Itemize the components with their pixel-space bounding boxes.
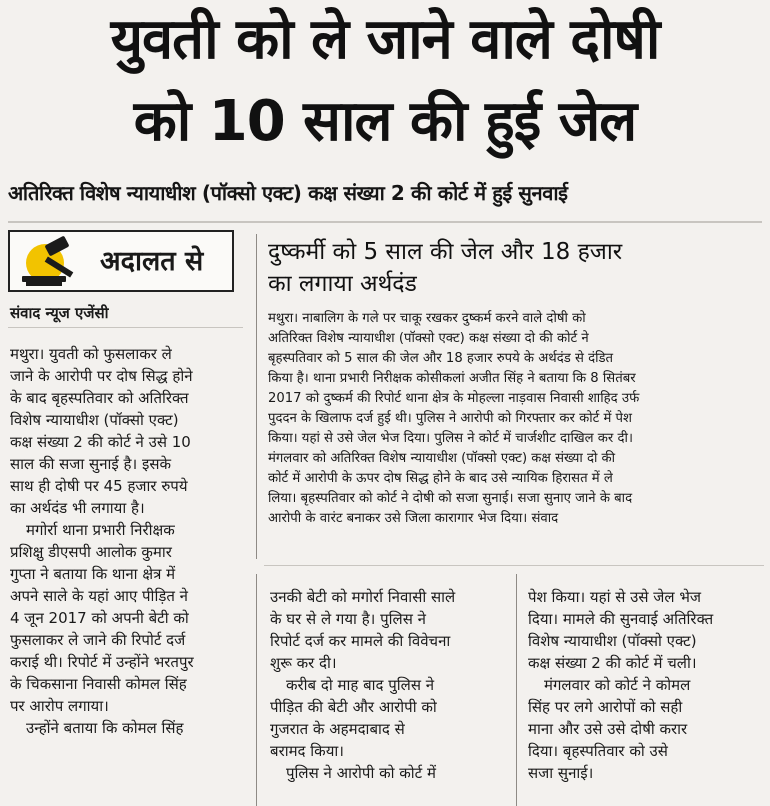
byline-divider xyxy=(8,327,243,328)
text-line: मंगलवार को कोर्ट ने कोमल xyxy=(544,676,691,694)
text-line: कक्ष संख्या 2 की कोर्ट ने उसे 10 xyxy=(10,433,191,451)
article-column-1 xyxy=(10,343,248,739)
text-line: पर आरोप लगाया। xyxy=(10,697,109,715)
divider xyxy=(8,221,762,223)
text-line: 2017 को दुष्कर्म की रिपोर्ट थाना क्षेत्र के मोहल्ला नाड़वास निवासी शाहिद उर्फ xyxy=(268,391,640,406)
gavel-icon xyxy=(16,234,106,290)
text-line: गुजरात के अहमदाबाद से xyxy=(270,720,405,738)
text-line: किया है। थाना प्रभारी निरीक्षक कोसीकलां अजीत सिंह ने बताया कि 8 सितंबर xyxy=(268,371,636,386)
sidebar-headline xyxy=(268,236,758,300)
text-line: साल की सजा सुनाई है। इसके xyxy=(10,455,171,473)
text-line: के चिकसाना निवासी कोमल सिंह xyxy=(10,675,187,693)
section-logo xyxy=(8,230,234,292)
text-line: पुलिस ने आरोपी को कोर्ट में xyxy=(286,764,436,782)
byline: संवाद न्यूज एजेंसी xyxy=(10,304,109,322)
text-line: जाने के आरोपी पर दोष सिद्ध होने xyxy=(10,367,193,385)
text-line: पुददन के खिलाफ दर्ज हुई थी। पुलिस ने आरोपी को गिरफ्तार कर कोर्ट में पेश xyxy=(268,411,633,426)
text-line: किया। यहां से उसे जेल भेज दिया। पुलिस ने कोर्ट में चार्जशीट दाखिल कर दी। xyxy=(268,431,633,446)
text-line: अतिरिक्त विशेष न्यायाधीश (पॉक्सो एक्ट) कक्ष संख्या दो की कोर्ट ने xyxy=(268,331,589,346)
text-line: दिया। मामले की सुनवाई अतिरिक्त xyxy=(528,610,714,628)
text-line: मथुरा। युवती को फुसलाकर ले xyxy=(10,345,172,363)
text-line: बरामद किया। xyxy=(270,742,344,760)
text-line: मगोर्रा थाना प्रभारी निरीक्षक xyxy=(26,521,175,539)
article-column-3 xyxy=(528,586,764,784)
text-line: के घर से ले गया है। पुलिस ने xyxy=(270,610,426,628)
text-line: का अर्थदंड भी लगाया है। xyxy=(10,499,145,517)
text-line: सजा सुनाई। xyxy=(528,764,594,782)
text-line: लिया। बृहस्पतिवार को कोर्ट ने दोषी को सजा सुनाई। सजा सुनाए जाने के बाद xyxy=(268,491,633,506)
text-line: के बाद बृहस्पतिवार को अतिरिक्त xyxy=(10,389,189,407)
sidebar-body xyxy=(268,309,764,529)
text-line: रिपोर्ट दर्ज कर मामले की विवेचना xyxy=(270,632,451,650)
text-line: प्रशिक्षु डीएसपी आलोक कुमार xyxy=(10,543,172,561)
text-line: अपने साले के यहां आए पीड़ित ने xyxy=(10,587,188,605)
text-line: उनकी बेटी को मगोर्रा निवासी साले xyxy=(270,588,456,606)
text-line: सिंह पर लगे आरोपों को सही xyxy=(528,698,683,716)
text-line: दिया। बृहस्पतिवार को उसे xyxy=(528,742,668,760)
text-line: गुप्ता ने बताया कि थाना क्षेत्र में xyxy=(10,565,176,583)
text-line: मथुरा। नाबालिग के गले पर चाकू रखकर दुष्कर्म करने वाले दोषी को xyxy=(268,311,586,326)
text-line: 4 जून 2017 को अपनी बेटी को xyxy=(10,609,189,627)
column-divider xyxy=(256,234,257,559)
headline-line-1: युवती को ले जाने वाले दोषी xyxy=(110,7,660,72)
column-divider xyxy=(256,574,257,806)
column-divider xyxy=(516,574,517,806)
text-line: कोर्ट में आरोपी के ऊपर दोष सिद्ध होने के बाद उसे न्यायिक हिरासत में ले xyxy=(268,471,613,486)
headline-line-2: को 10 साल की हुई जेल xyxy=(133,89,637,154)
text-line: करीब दो माह बाद पुलिस ने xyxy=(286,676,435,694)
text-line: फुसलाकर ले जाने की रिपोर्ट दर्ज xyxy=(10,631,186,649)
text-line: माना और उसे उसे दोषी करार xyxy=(528,720,688,738)
text-line: पेश किया। यहां से उसे जेल भेज xyxy=(528,588,702,606)
text-line: साथ ही दोषी पर 45 हजार रुपये xyxy=(10,477,188,495)
sidebar-headline-line-1: दुष्कर्मी को 5 साल की जेल और 18 हजार xyxy=(268,239,623,265)
text-line: कराई थी। रिपोर्ट में उन्होंने भरतपुर xyxy=(10,653,194,671)
text-line: पीड़ित की बेटी और आरोपी को xyxy=(270,698,437,716)
text-line: उन्होंने बताया कि कोमल सिंह xyxy=(26,719,184,737)
text-line: बृहस्पतिवार को 5 साल की जेल और 18 हजार रुपये के अर्थदंड से दंडित xyxy=(268,351,614,366)
text-line: मंगलवार को अतिरिक्त विशेष न्यायाधीश (पॉक्सो एक्ट) कक्ष संख्या दो की xyxy=(268,451,616,466)
text-line: शुरू कर दी। xyxy=(270,654,337,672)
section-label: अदालत से xyxy=(100,246,204,277)
sidebar-divider xyxy=(264,565,764,566)
text-line: कक्ष संख्या 2 की कोर्ट में चली। xyxy=(528,654,697,672)
text-line: विशेष न्यायाधीश (पॉक्सो एक्ट) xyxy=(528,632,697,650)
text-line: विशेष न्यायाधीश (पॉक्सो एक्ट) xyxy=(10,411,179,429)
article-column-2 xyxy=(270,586,508,784)
text-line: आरोपी के वारंट बनाकर उसे जिला कारागार भेज दिया। संवाद xyxy=(268,511,559,526)
subheadline: अतिरिक्त विशेष न्यायाधीश (पॉक्सो एक्ट) कक्ष संख्या 2 की कोर्ट में हुई सुनवाई xyxy=(8,181,568,205)
sidebar-headline-line-2: का लगाया अर्थदंड xyxy=(268,271,417,297)
